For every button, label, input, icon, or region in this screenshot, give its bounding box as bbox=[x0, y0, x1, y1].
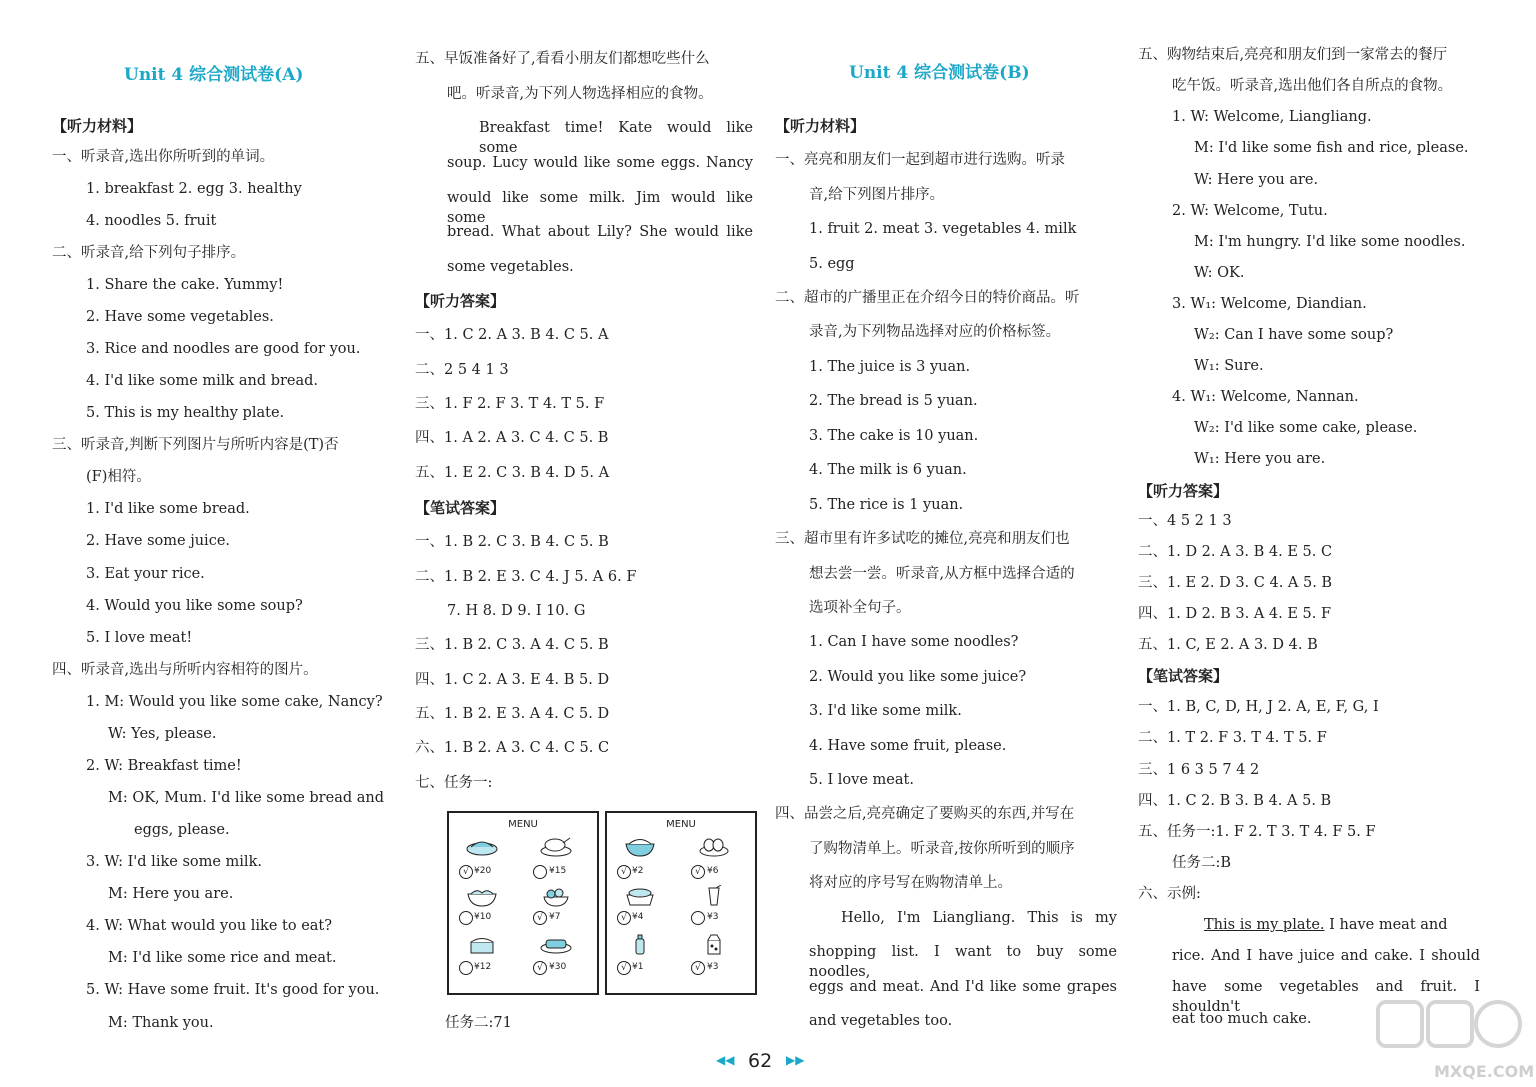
unit-4-test-a-title: Unit 4 综合测试卷(A) bbox=[124, 65, 304, 85]
text-line: 3. W: I'd like some milk. bbox=[86, 854, 262, 870]
sample-underlined-sentence: This is my plate. bbox=[1204, 917, 1325, 933]
text-line: 4. The milk is 6 yuan. bbox=[809, 462, 967, 478]
text-line: 三、超市里有许多试吃的摊位,亮亮和朋友们也 bbox=[775, 531, 1070, 547]
text-line: W₁: Here you are. bbox=[1194, 451, 1326, 467]
check-circle: √ bbox=[533, 961, 547, 975]
passage-line: eggs and meat. And I'd like some grapes bbox=[809, 979, 1117, 995]
fruit-bowl-icon bbox=[539, 885, 573, 907]
menu-title: MENU bbox=[666, 819, 696, 830]
cake-icon bbox=[465, 933, 499, 955]
text-line: 4. W₁: Welcome, Nannan. bbox=[1172, 389, 1359, 405]
text-line: 4. noodles 5. fruit bbox=[86, 213, 217, 229]
text-line: 3. W₁: Welcome, Diandian. bbox=[1172, 296, 1367, 312]
answer-line: 任务二:B bbox=[1172, 855, 1232, 871]
text-line: M: I'd like some fish and rice, please. bbox=[1194, 140, 1469, 156]
price-label: ¥1 bbox=[632, 962, 644, 972]
sample-first-line bbox=[1204, 915, 1448, 935]
text-line: 2. Have some vegetables. bbox=[86, 309, 274, 325]
price-label: ¥20 bbox=[474, 866, 492, 876]
answer-line: 一、4 5 2 1 3 bbox=[1138, 513, 1232, 529]
passage-line: and vegetables too. bbox=[809, 1013, 953, 1029]
text-line: 选项补全句子。 bbox=[809, 600, 911, 616]
text-line: 1. fruit 2. meat 3. vegetables 4. milk bbox=[809, 221, 1077, 237]
text-line: 四、听录音,选出与所听内容相符的图片。 bbox=[52, 662, 318, 678]
check-circle: √ bbox=[617, 911, 631, 925]
text-line: 2. Would you like some juice? bbox=[809, 669, 1027, 685]
answer-line: 四、1. A 2. A 3. C 4. C 5. B bbox=[415, 430, 609, 446]
text-line: 5. W: Have some fruit. It's good for you. bbox=[86, 982, 380, 998]
text-line: M: OK, Mum. I'd like some bread and bbox=[108, 790, 384, 806]
text-line: 了购物清单上。听录音,按你所听到的顺序 bbox=[809, 841, 1075, 857]
answer-line: 三、1. E 2. D 3. C 4. A 5. B bbox=[1138, 575, 1333, 591]
listening-material-header: 【听力材料】 bbox=[52, 117, 143, 135]
text-line: W: Here you are. bbox=[1194, 172, 1319, 188]
answer-line: 一、1. C 2. A 3. B 4. C 5. A bbox=[415, 327, 609, 343]
text-line: 5. egg bbox=[809, 256, 855, 272]
text-line: 1. W: Welcome, Liangliang. bbox=[1172, 109, 1372, 125]
text-line: 一、听录音,选出你所听到的单词。 bbox=[52, 149, 275, 165]
answer-line: 二、1. T 2. F 3. T 4. T 5. F bbox=[1138, 730, 1327, 746]
text-line: 1. Can I have some noodles? bbox=[809, 634, 1019, 650]
text-line: 4. W: What would you like to eat? bbox=[86, 918, 333, 934]
passage-line: Breakfast time! Kate would like some bbox=[479, 120, 753, 156]
fish-dish-icon bbox=[465, 835, 499, 857]
menu-title: MENU bbox=[508, 819, 538, 830]
answer-line: 五、任务一:1. F 2. T 3. T 4. F 5. F bbox=[1138, 824, 1376, 840]
text-line: 1. Share the cake. Yummy! bbox=[86, 277, 284, 293]
answer-line: 六、示例: bbox=[1138, 886, 1201, 902]
price-label: ¥10 bbox=[474, 912, 492, 922]
text-line: 2. The bread is 5 yuan. bbox=[809, 393, 978, 409]
text-line: 4. Would you like some soup? bbox=[86, 598, 303, 614]
answer-line: 二、2 5 4 1 3 bbox=[415, 362, 509, 378]
price-label: ¥30 bbox=[549, 962, 567, 972]
text-line: M: I'd like some rice and meat. bbox=[108, 950, 337, 966]
check-circle bbox=[533, 865, 547, 879]
sample-first-line-rest: I have meat and bbox=[1324, 917, 1448, 933]
page-number: 62 bbox=[748, 1050, 773, 1072]
text-line: 5. I love meat. bbox=[809, 772, 914, 788]
answer-line: 三、1. F 2. F 3. T 4. T 5. F bbox=[415, 396, 605, 412]
sample-line: have some vegetables and fruit. I shouldn't bbox=[1172, 979, 1480, 1015]
text-line: W₂: Can I have some soup? bbox=[1194, 327, 1394, 343]
listening-answers-header: 【听力答案】 bbox=[1138, 482, 1229, 500]
text-line: 3. The cake is 10 yuan. bbox=[809, 428, 979, 444]
price-label: ¥12 bbox=[474, 962, 492, 972]
answer-line: 三、1 6 3 5 7 4 2 bbox=[1138, 762, 1260, 778]
text-line: M: Thank you. bbox=[108, 1015, 214, 1031]
text-line: M: Here you are. bbox=[108, 886, 234, 902]
listening-answers-header: 【听力答案】 bbox=[415, 292, 506, 310]
answer-line: 六、1. B 2. A 3. C 4. C 5. C bbox=[415, 740, 610, 756]
price-label: ¥2 bbox=[632, 866, 644, 876]
text-line: 五、购物结束后,亮亮和朋友们到一家常去的餐厅 bbox=[1138, 47, 1448, 63]
watermark-text: MXQE.COM bbox=[1434, 1062, 1535, 1081]
passage-line: some vegetables. bbox=[447, 259, 574, 275]
milk-carton-icon bbox=[697, 933, 731, 955]
rice-bowl-icon bbox=[623, 835, 657, 857]
unit-4-test-b-title: Unit 4 综合测试卷(B) bbox=[849, 63, 1030, 83]
text-line: 5. The rice is 1 yuan. bbox=[809, 497, 964, 513]
price-label: ¥4 bbox=[632, 912, 644, 922]
noodle-bowl-icon bbox=[465, 885, 499, 907]
next-arrows-icon: ▶▶ bbox=[786, 1053, 805, 1067]
check-circle bbox=[459, 961, 473, 975]
text-line: 2. W: Welcome, Tutu. bbox=[1172, 203, 1328, 219]
answer-line: 一、1. B, C, D, H, J 2. A, E, F, G, I bbox=[1138, 699, 1379, 715]
text-line: M: I'm hungry. I'd like some noodles. bbox=[1194, 234, 1466, 250]
check-circle: √ bbox=[533, 911, 547, 925]
written-answers-header: 【笔试答案】 bbox=[415, 499, 506, 517]
bread-basket-icon bbox=[623, 885, 657, 907]
passage-line: would like some milk. Jim would like some bbox=[447, 190, 753, 226]
passage-line: soup. Lucy would like some eggs. Nancy bbox=[447, 155, 753, 171]
passage-line: Hello, I'm Liangliang. This is my bbox=[841, 910, 1117, 926]
answer-line: 三、1. B 2. C 3. A 4. C 5. B bbox=[415, 637, 609, 653]
water-bottle-icon bbox=[623, 933, 657, 955]
eggs-icon bbox=[697, 835, 731, 857]
text-line: 1. The juice is 3 yuan. bbox=[809, 359, 971, 375]
text-line: W: OK. bbox=[1194, 265, 1245, 281]
answer-line: 五、1. B 2. E 3. A 4. C 5. D bbox=[415, 706, 610, 722]
check-circle: √ bbox=[459, 865, 473, 879]
check-circle bbox=[459, 911, 473, 925]
text-line: 吃午饭。听录音,选出他们各自所点的食物。 bbox=[1172, 78, 1453, 94]
sample-line: rice. And I have juice and cake. I should bbox=[1172, 948, 1480, 964]
task1-label: 七、任务一: bbox=[415, 775, 493, 791]
task2-answer: 任务二:71 bbox=[445, 1015, 512, 1031]
text-line: 5. I love meat! bbox=[86, 630, 193, 646]
text-line: 2. W: Breakfast time! bbox=[86, 758, 242, 774]
menu-card-right bbox=[605, 811, 757, 995]
text-line: 3. I'd like some milk. bbox=[809, 703, 962, 719]
check-circle: √ bbox=[691, 961, 705, 975]
menu-card-left bbox=[447, 811, 599, 995]
text-line: W₂: I'd like some cake, please. bbox=[1194, 420, 1418, 436]
price-label: ¥6 bbox=[707, 866, 719, 876]
text-line: 3. Eat your rice. bbox=[86, 566, 205, 582]
text-line: 4. I'd like some milk and bread. bbox=[86, 373, 319, 389]
text-line: (F)相符。 bbox=[86, 469, 151, 485]
check-circle: √ bbox=[617, 865, 631, 879]
price-label: ¥15 bbox=[549, 866, 567, 876]
text-line: 4. Have some fruit, please. bbox=[809, 738, 1007, 754]
sample-line: eat too much cake. bbox=[1172, 1011, 1312, 1027]
check-circle: √ bbox=[691, 865, 705, 879]
answer-line: 五、1. C, E 2. A 3. D 4. B bbox=[1138, 637, 1318, 653]
text-line: 想去尝一尝。听录音,从方框中选择合适的 bbox=[809, 566, 1075, 582]
text-line: 3. Rice and noodles are good for you. bbox=[86, 341, 361, 357]
text-line: 录音,为下列物品选择对应的价格标签。 bbox=[809, 324, 1061, 340]
text-line: 1. M: Would you like some cake, Nancy? bbox=[86, 694, 383, 710]
text-line: 四、品尝之后,亮亮确定了要购买的东西,并写在 bbox=[775, 806, 1075, 822]
check-circle: √ bbox=[617, 961, 631, 975]
q5-instruction-line2: 吧。听录音,为下列人物选择相应的食物。 bbox=[447, 86, 713, 102]
text-line: 5. This is my healthy plate. bbox=[86, 405, 285, 421]
check-circle bbox=[691, 911, 705, 925]
answer-line: 五、1. E 2. C 3. B 4. D 5. A bbox=[415, 465, 610, 481]
text-line: 二、超市的广播里正在介绍今日的特价商品。听 bbox=[775, 290, 1080, 306]
text-line: W: Yes, please. bbox=[108, 726, 217, 742]
meat-plate-icon bbox=[539, 933, 573, 955]
text-line: W₁: Sure. bbox=[1194, 358, 1264, 374]
prev-arrows-icon: ◀◀ bbox=[716, 1053, 735, 1067]
text-line: 一、亮亮和朋友们一起到超市进行选购。听录 bbox=[775, 152, 1065, 168]
text-line: 2. Have some juice. bbox=[86, 533, 231, 549]
answer-line: 二、1. D 2. A 3. B 4. E 5. C bbox=[1138, 544, 1333, 560]
q5-instruction-line1: 五、早饭准备好了,看看小朋友们都想吃些什么 bbox=[415, 51, 710, 67]
price-label: ¥7 bbox=[549, 912, 561, 922]
answer-line: 一、1. B 2. C 3. B 4. C 5. B bbox=[415, 534, 609, 550]
written-answers-header: 【笔试答案】 bbox=[1138, 667, 1229, 685]
passage-line: shopping list. I want to buy some noodles, bbox=[809, 944, 1117, 980]
price-label: ¥3 bbox=[707, 912, 719, 922]
text-line: 三、听录音,判断下列图片与所听内容是(T)否 bbox=[52, 437, 339, 453]
passage-line: bread. What about Lily? She would like bbox=[447, 224, 753, 240]
listening-material-header: 【听力材料】 bbox=[775, 117, 866, 135]
roast-chicken-icon bbox=[539, 835, 573, 857]
answer-line: 四、1. C 2. B 3. B 4. A 5. B bbox=[1138, 793, 1332, 809]
text-line: 二、听录音,给下列句子排序。 bbox=[52, 245, 246, 261]
text-line: 1. breakfast 2. egg 3. healthy bbox=[86, 181, 302, 197]
answer-line: 四、1. C 2. A 3. E 4. B 5. D bbox=[415, 672, 610, 688]
answer-line: 四、1. D 2. B 3. A 4. E 5. F bbox=[1138, 606, 1332, 622]
answer-line: 7. H 8. D 9. I 10. G bbox=[447, 603, 586, 619]
text-line: 1. I'd like some bread. bbox=[86, 501, 250, 517]
text-line: 将对应的序号写在购物清单上。 bbox=[809, 875, 1012, 891]
drink-glass-icon bbox=[697, 885, 731, 907]
answer-line: 二、1. B 2. E 3. C 4. J 5. A 6. F bbox=[415, 569, 637, 585]
text-line: 音,给下列图片排序。 bbox=[809, 187, 945, 203]
price-label: ¥3 bbox=[707, 962, 719, 972]
text-line: eggs, please. bbox=[134, 822, 230, 838]
